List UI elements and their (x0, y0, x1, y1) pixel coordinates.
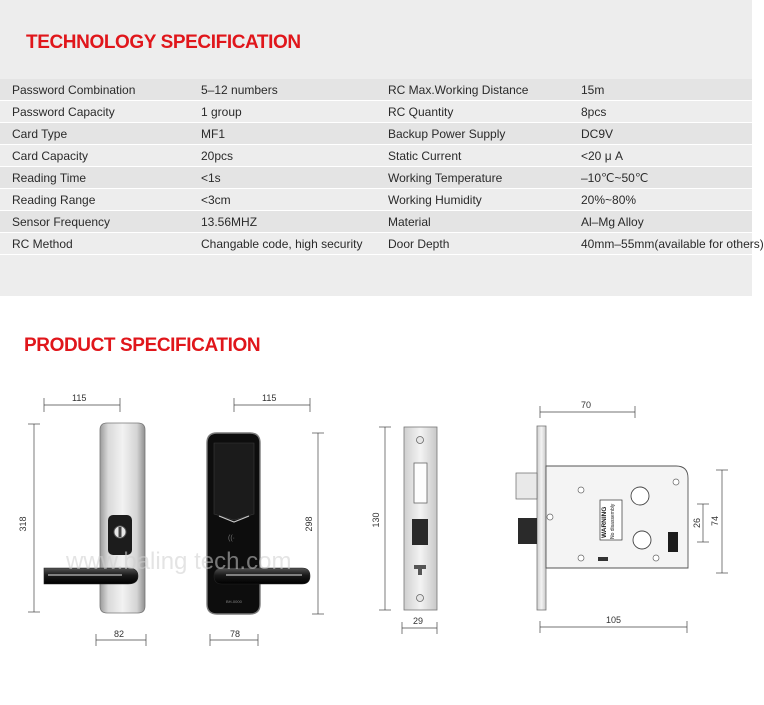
spec-label: Working Temperature (388, 171, 503, 185)
spec-value: 13.56MHZ (201, 215, 258, 229)
spec-value: –10℃~50℃ (581, 171, 649, 185)
spec-value: Al–Mg Alloy (581, 215, 644, 229)
door-depth-note: (available for others) (654, 237, 764, 251)
spec-value: 1 group (201, 105, 242, 119)
deadbolt (518, 518, 537, 544)
mortise-bottom-label: 105 (606, 615, 622, 625)
strike-plate-view (371, 427, 437, 634)
spec-label: Door Depth (388, 237, 450, 251)
screw-hole-icon (417, 595, 424, 602)
spec-label: Static Current (388, 149, 462, 163)
screw-hole-icon (547, 514, 553, 520)
spec-value: 5–12 numbers (201, 83, 278, 97)
screw-hole-icon (578, 487, 584, 493)
spec-value: 20%~80% (581, 193, 637, 207)
mortise-faceplate (537, 426, 546, 610)
lock2-display-panel (214, 443, 254, 520)
lock2-width-label: 115 (262, 393, 277, 403)
motor-block (668, 532, 678, 552)
spec-label: Material (388, 215, 431, 229)
cylinder-hole (633, 531, 651, 549)
lock1-height-label: 318 (18, 516, 28, 532)
spec-value: <20 μ A (581, 149, 623, 163)
no-disassembly-label: No disassembly (610, 503, 616, 539)
rfid-icon: ((· (228, 535, 235, 542)
lock1-bottom-label: 82 (114, 629, 125, 639)
spec-label: Sensor Frequency (12, 215, 111, 229)
warning-label: WARNING (601, 506, 608, 538)
spindle-hole (631, 487, 649, 505)
mortise-inner-label: 26 (692, 517, 702, 529)
spec-label: Working Humidity (388, 193, 482, 207)
product-specification-title: PRODUCT SPECIFICATION (24, 335, 261, 356)
technology-specification-title: TECHNOLOGY SPECIFICATION (26, 32, 301, 53)
spec-label: Card Type (12, 127, 68, 141)
spec-label: RC Max.Working Distance (388, 83, 529, 97)
spec-label: Reading Time (12, 171, 87, 185)
spec-label: Reading Range (12, 193, 96, 207)
spec-label: Card Capacity (12, 149, 89, 163)
spec-label: Password Capacity (12, 105, 115, 119)
spec-value: 15m (581, 83, 605, 97)
spec-value: <3cm (201, 193, 231, 207)
lock-front-view (207, 393, 324, 646)
lock2-height-label: 298 (304, 516, 314, 532)
spec-value: 8pcs (581, 105, 607, 119)
screw-hole-icon (673, 479, 679, 485)
spec-value: 20pcs (201, 149, 234, 163)
spec-label: Backup Power Supply (388, 127, 506, 141)
lock2-bottom-label: 78 (230, 629, 241, 639)
plate-height-label: 130 (371, 512, 381, 528)
lock-side-view (18, 393, 146, 646)
screw-hole-icon (578, 555, 584, 561)
latch-bolt (516, 473, 537, 499)
mortise-lock-view (516, 400, 728, 633)
mortise-top-label: 70 (581, 400, 592, 410)
screw-hole-icon (417, 437, 424, 444)
spec-value: <1s (201, 171, 221, 185)
latch-slot (414, 463, 427, 503)
watermark-text: www.baling tech.com (66, 548, 292, 575)
spec-label: Password Combination (12, 83, 136, 97)
spec-label: RC Quantity (388, 105, 454, 119)
strike-plate-body (404, 427, 437, 610)
lock1-width-label: 115 (72, 393, 87, 403)
spec-value: DC9V (581, 127, 614, 141)
door-depth-value: 40mm–55mm (581, 237, 655, 251)
spec-label: RC Method (12, 237, 73, 251)
spec-value: MF1 (201, 127, 225, 141)
plate-width-label: 29 (413, 616, 424, 626)
key-slot (119, 527, 122, 537)
mortise-outer-label: 74 (710, 515, 720, 527)
switch-slot (598, 557, 608, 561)
spec-value: Changable code, high security (201, 237, 363, 251)
screw-hole-icon (653, 555, 659, 561)
deadbolt-slot (412, 519, 428, 545)
face-model-label: BH-0000 (226, 599, 242, 604)
